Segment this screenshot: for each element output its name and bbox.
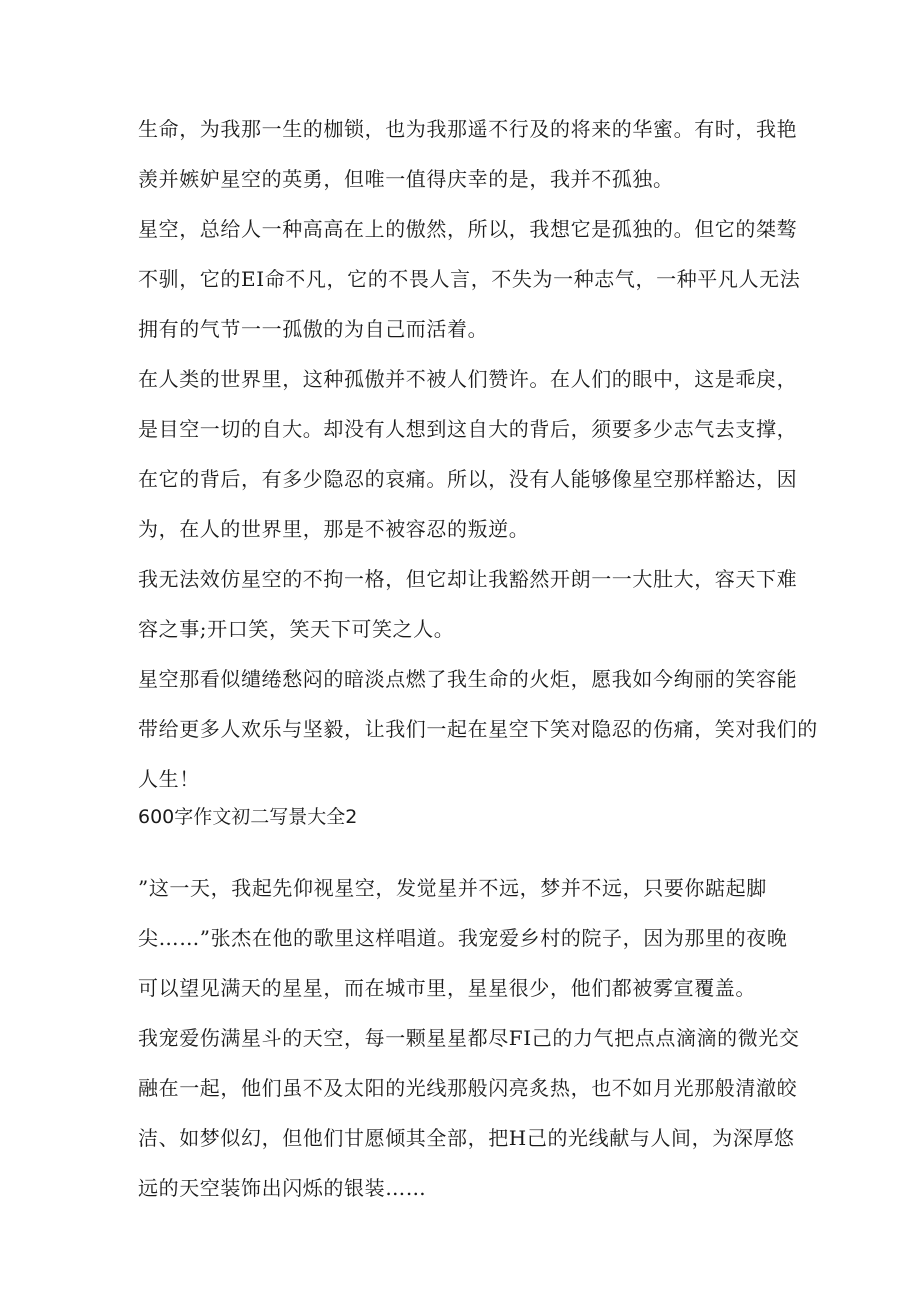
paragraph-line: 星空，总给人一种高高在上的傲然，所以，我想它是孤独的。但它的桀骜: [138, 217, 798, 241]
section-heading: 600字作文初二写景大全2: [138, 806, 358, 828]
paragraph-line: 不驯，它的EI命不凡，它的不畏人言，不失为一种志气，一种平凡人无法: [138, 267, 801, 291]
paragraph-1: [138, 104, 798, 204]
paragraph-line: 我宠爱伤满星斗的天空，每一颗星星都尽FI己的力气把点点滴滴的微光交: [138, 1026, 800, 1050]
paragraph-line: ”这一天，我起先仰视星空，发觉星并不远，梦并不远，只要你踮起脚: [138, 876, 767, 900]
paragraph-line: 星空那看似缱绻愁闷的暗淡点燃了我生命的火炬，愿我如今绚丽的笑容能: [138, 667, 798, 691]
paragraph-line: 为，在人的世界里，那是不被容忍的叛逆。: [138, 517, 530, 541]
paragraph-line: 融在一起，他们虽不及太阳的光线那般闪亮炙热，也不如月光那般清澈皎: [138, 1076, 798, 1100]
paragraph-line: 可以望见满天的星星，而在城市里，星星很少，他们都被雾宣覆盖。: [138, 976, 756, 1000]
paragraph-line: 在人类的世界里，这种孤傲并不被人们赞许。在人们的眼中，这是乖戾，: [138, 367, 798, 391]
paragraph-line: 拥有的气节一一孤傲的为自己而活着。: [138, 317, 489, 341]
paragraph-5: [138, 654, 818, 804]
paragraph-line: 尖……”张杰在他的歌里这样唱道。我宠爱乡村的院子，因为那里的夜晚: [138, 926, 788, 950]
paragraph-2: [138, 204, 801, 354]
paragraph-line: 洁、如梦似幻，但他们甘愿倾其全部，把H己的光线献与人间，为深厚悠: [138, 1126, 795, 1150]
paragraph-4: [138, 554, 798, 654]
paragraph-line: 在它的背后，有多少隐忍的哀痛。所以，没有人能够像星空那样豁达，因: [138, 467, 798, 491]
paragraph-line: 人生！: [138, 767, 200, 791]
paragraph-line: 是目空一切的自大。却没有人想到这自大的背后，须要多少志气去支撑，: [138, 417, 798, 441]
paragraph-line: 远的天空装饰出闪烁的银装……: [138, 1176, 427, 1200]
paragraph-line: 生命，为我那一生的枷锁，也为我那遥不行及的将来的华蜜。有时，我艳: [138, 117, 798, 141]
section-1-body: [138, 104, 818, 804]
paragraph-line: 容之事;开口笑，笑天下可笑之人。: [138, 617, 455, 641]
paragraph-line: 带给更多人欢乐与坚毅，让我们一起在星空下笑对隐忍的伤痛，笑对我们的: [138, 717, 818, 741]
section-2-body: [138, 863, 800, 1213]
paragraph-7: [138, 1013, 800, 1213]
paragraph-6: [138, 863, 788, 1013]
paragraph-3: [138, 354, 798, 554]
paragraph-line: 我无法效仿星空的不拘一格，但它却让我豁然开朗一一大肚大，容天下难: [138, 567, 798, 591]
paragraph-line: 羡并嫉妒星空的英勇，但唯一值得庆幸的是，我并不孤独。: [138, 167, 674, 191]
